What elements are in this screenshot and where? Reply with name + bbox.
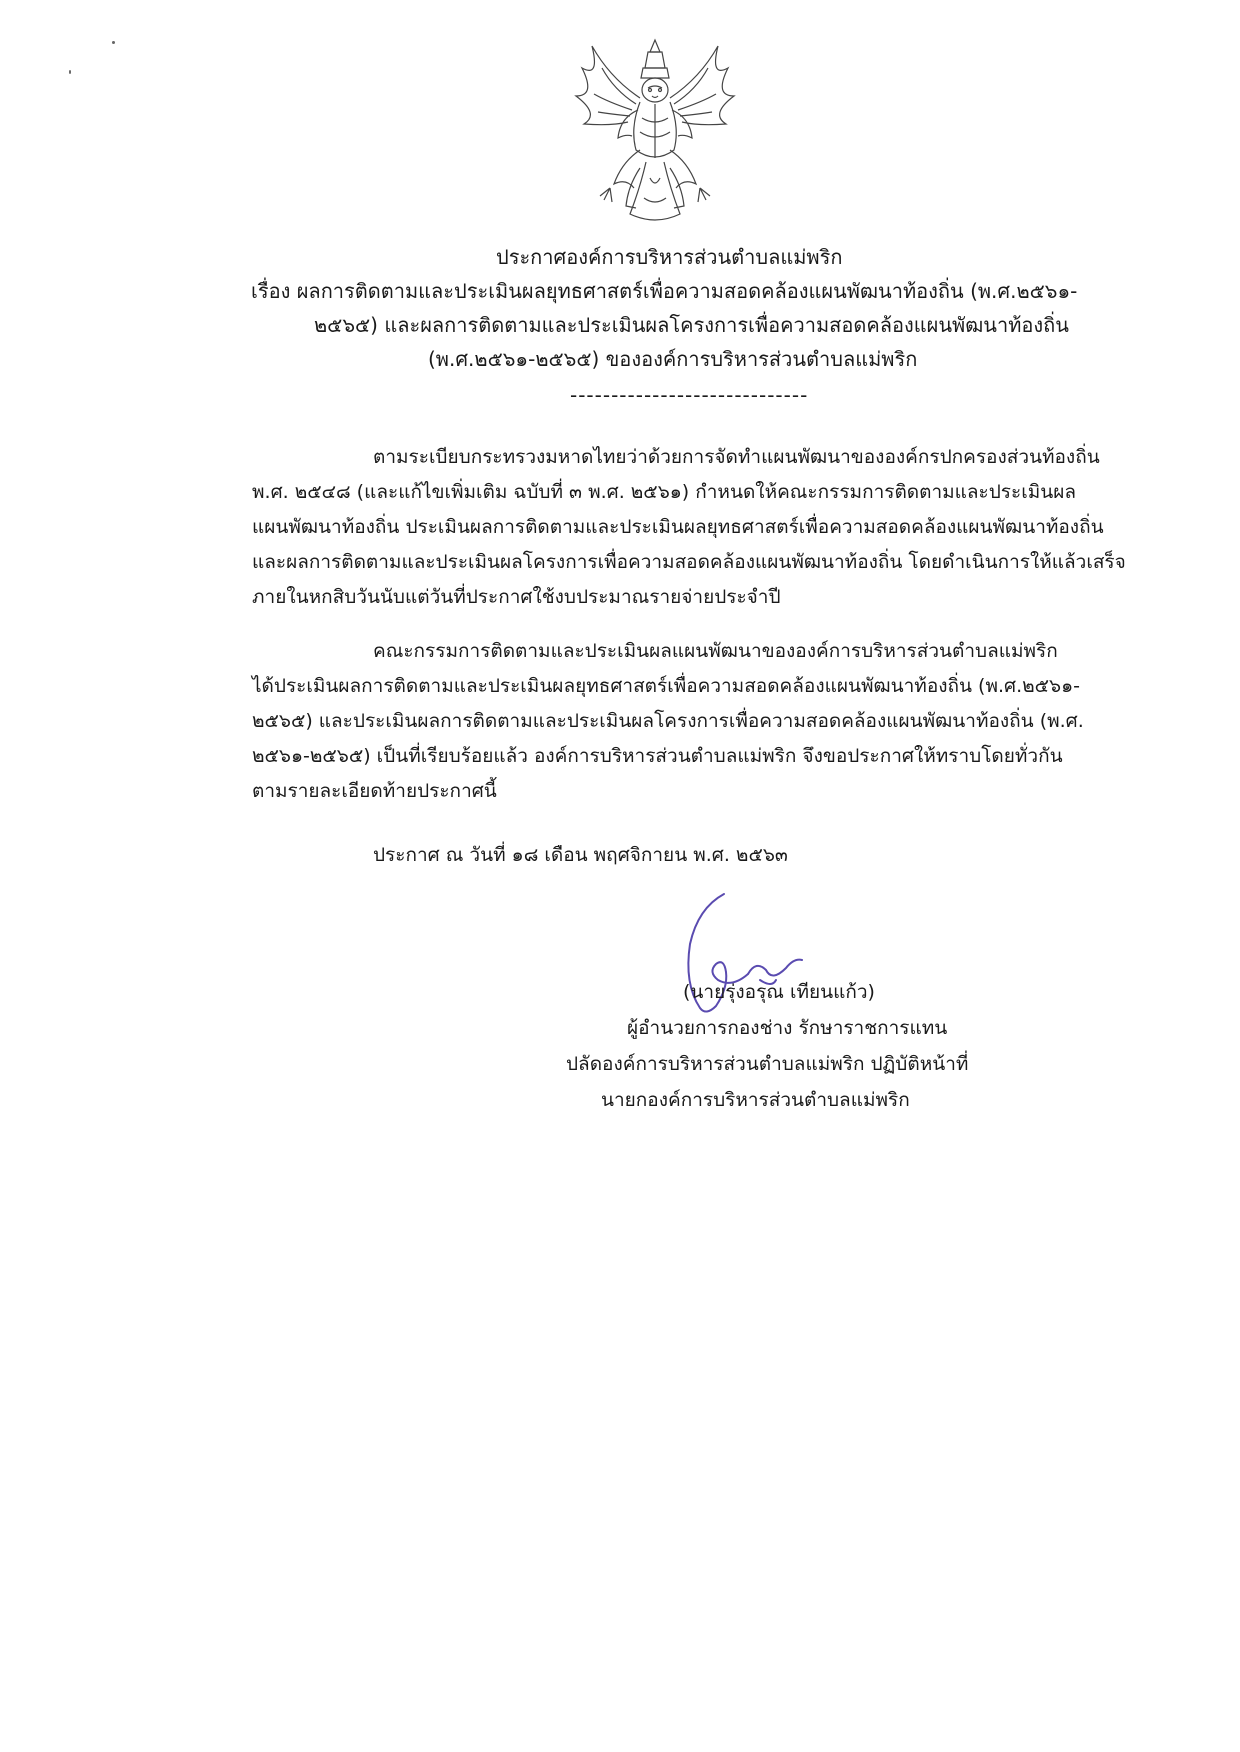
paragraph-line: และผลการติดตามและประเมินผลโครงการเพื่อความสอดคล้องแผนพัฒนาท้องถิ่น โดยดำเนินการให้แล้วเสร็จ xyxy=(252,551,1126,573)
scan-speck xyxy=(112,41,115,44)
signatory-position-2: ปลัดองค์การบริหารส่วนตำบลแม่พริก ปฏิบัติหน้าที่ xyxy=(566,1053,969,1075)
garuda-emblem-icon xyxy=(570,38,740,228)
header-subject-line-1: เรื่อง ผลการติดตามและประเมินผลยุทธศาสตร์เพื่อความสอดคล้องแผนพัฒนาท้องถิ่น (พ.ศ.๒๕๖๑- xyxy=(251,279,1078,303)
header-title: ประกาศองค์การบริหารส่วนตำบลแม่พริก xyxy=(496,245,843,269)
paragraph-line: ภายในหกสิบวันนับแต่วันที่ประกาศใช้งบประมาณรายจ่ายประจำปี xyxy=(252,586,781,608)
paragraph-line: พ.ศ. ๒๕๔๘ (และแก้ไขเพิ่มเติม ฉบับที่ ๓ พ.ศ. ๒๕๖๑) กำหนดให้คณะกรรมการติดตามและประเมินผล xyxy=(252,481,1077,503)
header-divider: ----------------------------- xyxy=(570,383,809,407)
header-subject-line-3: (พ.ศ.๒๕๖๑-๒๕๖๕) ขององค์การบริหารส่วนตำบลแม่พริก xyxy=(428,347,918,371)
paragraph-line: ๒๕๖๑-๒๕๖๕) เป็นที่เรียบร้อยแล้ว องค์การบริหารส่วนตำบลแม่พริก จึงขอประกาศให้ทราบโดยทั่วกัน xyxy=(252,745,1063,767)
paragraph-line: ตามระเบียบกระทรวงมหาดไทยว่าด้วยการจัดทำแผนพัฒนาขององค์กรปกครองส่วนท้องถิ่น xyxy=(373,446,1100,468)
signatory-name: (นายรุ่งอรุณ เทียนแก้ว) xyxy=(683,981,875,1003)
paragraph-line: ๒๕๖๕) และประเมินผลการติดตามและประเมินผลโครงการเพื่อความสอดคล้องแผนพัฒนาท้องถิ่น (พ.ศ. xyxy=(252,710,1084,732)
paragraph-line: คณะกรรมการติดตามและประเมินผลแผนพัฒนาขององค์การบริหารส่วนตำบลแม่พริก xyxy=(373,640,1058,662)
announcement-date-text: ประกาศ ณ วันที่ ๑๘ เดือน พฤศจิกายน พ.ศ. ๒๕๖๓ xyxy=(373,844,788,866)
paragraph-line: แผนพัฒนาท้องถิ่น ประเมินผลการติดตามและประเมินผลยุทธศาสตร์เพื่อความสอดคล้องแผนพัฒนาท้องถิ่น xyxy=(252,516,1104,538)
scan-speck xyxy=(69,70,71,74)
paragraph-line: ตามรายละเอียดท้ายประกาศนี้ xyxy=(252,780,497,802)
signatory-position-1: ผู้อำนวยการกองช่าง รักษาราชการแทน xyxy=(627,1017,948,1039)
paragraph-line: ได้ประเมินผลการติดตามและประเมินผลยุทธศาสตร์เพื่อความสอดคล้องแผนพัฒนาท้องถิ่น (พ.ศ.๒๕๖๑- xyxy=(252,675,1081,697)
header-subject-line-2: ๒๕๖๕) และผลการติดตามและประเมินผลโครงการเพื่อความสอดคล้องแผนพัฒนาท้องถิ่น xyxy=(314,313,1069,337)
signatory-position-3: นายกองค์การบริหารส่วนตำบลแม่พริก xyxy=(601,1089,910,1111)
